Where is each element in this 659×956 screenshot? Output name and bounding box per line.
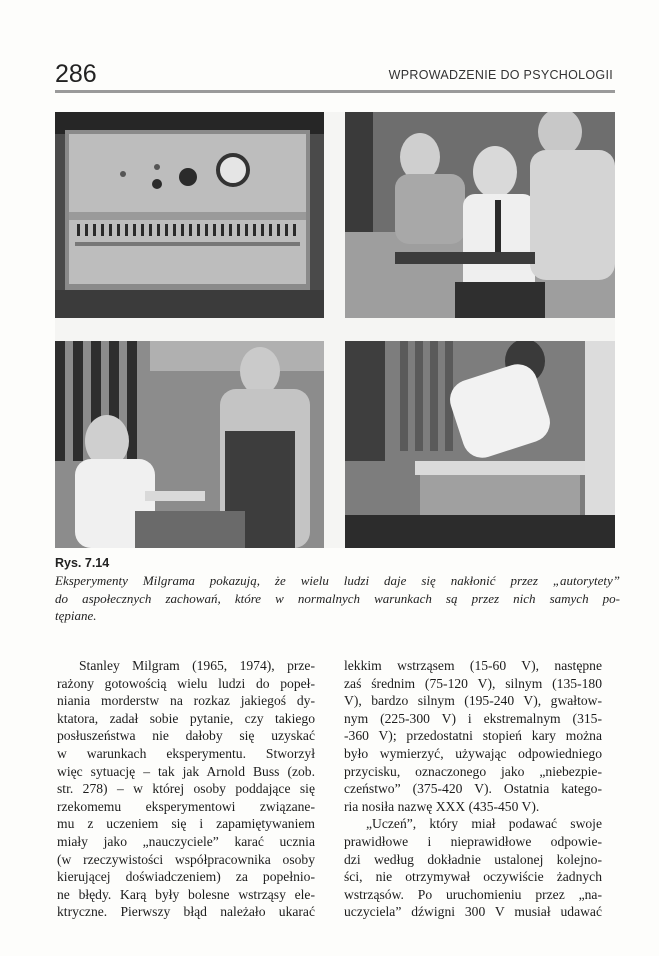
caption-line: do aspołecznych zachowań, które w normalnych warunkach są przez nich samych po-	[55, 590, 620, 606]
caption-line: tępiane.	[55, 608, 97, 624]
text-line: wstrząsów. Po uruchomieniu przez „na-	[344, 886, 602, 902]
photo-shock-generator	[55, 112, 324, 318]
caption-line: Eksperymenty Milgrama pokazują, że wielu ludzi daje się nakłonić przez „autorytety”	[55, 573, 620, 588]
text-line: dzi według dokładnie ustalonej kolejno-	[344, 851, 602, 867]
text-line: str. 278) – w której osoby poddające się	[57, 781, 315, 797]
photo-teacher-at-generator	[55, 341, 324, 548]
text-line: ści, nie otrzymywał oczywiście żadnych	[344, 869, 602, 885]
page-number: 286	[55, 60, 97, 88]
text-line: uczyciela” dźwigni 300 V musiał udawać	[344, 904, 602, 920]
text-line: czeństwo” (375-420 V). Ostatnia katego-	[344, 781, 602, 797]
text-line: ne błędy. Karą były bolesne wstrząsy ele-	[57, 886, 315, 902]
text-line: ria nosiła nazwę XXX (435-450 V).	[344, 798, 540, 814]
text-line: posłuszeństwa nie dałoby się uzyskać	[57, 728, 315, 744]
figure-label: Rys. 7.14	[55, 556, 110, 570]
text-line: rzekomemu eksperymentowi związane-	[57, 798, 315, 814]
text-line: -360 V); przedostatni stopień kary można	[344, 728, 602, 744]
figure-caption	[55, 556, 620, 625]
text-line: ktatora, zadał sobie pytanie, czy takiego	[57, 710, 315, 726]
text-line: miały jako „nauczyciele” karać ucznia	[57, 833, 315, 849]
text-line: V), bardzo silnym (195-240 V), gwałtow-	[344, 693, 602, 709]
header-rule	[55, 90, 615, 93]
body-right-column	[344, 657, 602, 921]
caption-text	[55, 572, 620, 625]
text-line: mu z uczeniem się i zapamiętywaniem	[57, 816, 315, 832]
text-line: więc sytuację – tak jak Arnold Buss (zob.	[57, 763, 315, 779]
text-line: ktryczne. Pierwszy błąd należało ukarać	[57, 904, 315, 920]
text-line: przycisku, oznaczonego jako „niebezpie-	[344, 763, 602, 779]
text-line: zaś średnim (75-120 V), silnym (135-180	[344, 675, 602, 691]
figure-photo-grid	[55, 112, 615, 548]
running-title: WPROWADZENIE DO PSYCHOLOGII	[388, 68, 613, 82]
text-line: w warunkach eksperymentu. Stworzył	[57, 745, 315, 761]
photo-learner-strapped	[345, 112, 615, 318]
text-line: (w rzeczywistości współpracownika osoby	[57, 851, 315, 867]
photo-learner-at-table	[345, 341, 615, 548]
text-line: „Uczeń”, który miał podawać swoje	[366, 816, 602, 832]
text-line: nym (225-300 V) i ekstremalnym (315-	[344, 710, 602, 726]
text-line: było wymierzyć, używając odpowiedniego	[344, 745, 602, 761]
page-header	[55, 60, 615, 90]
text-line: lekkim wstrząsem (15-60 V), następne	[344, 658, 602, 673]
text-line: kierującej doświadczeniem) za popełnio-	[57, 869, 315, 885]
text-line: rażony gotowością wielu ludzi do popeł-	[57, 675, 315, 691]
text-line: prawidłowe i nieprawidłowe odpowie-	[344, 833, 602, 849]
text-line: Stanley Milgram (1965, 1974), prze-	[79, 658, 315, 673]
body-left-column	[57, 657, 315, 921]
text-line: niania morderstw na rozkaz jakiegoś dy-	[57, 693, 315, 709]
